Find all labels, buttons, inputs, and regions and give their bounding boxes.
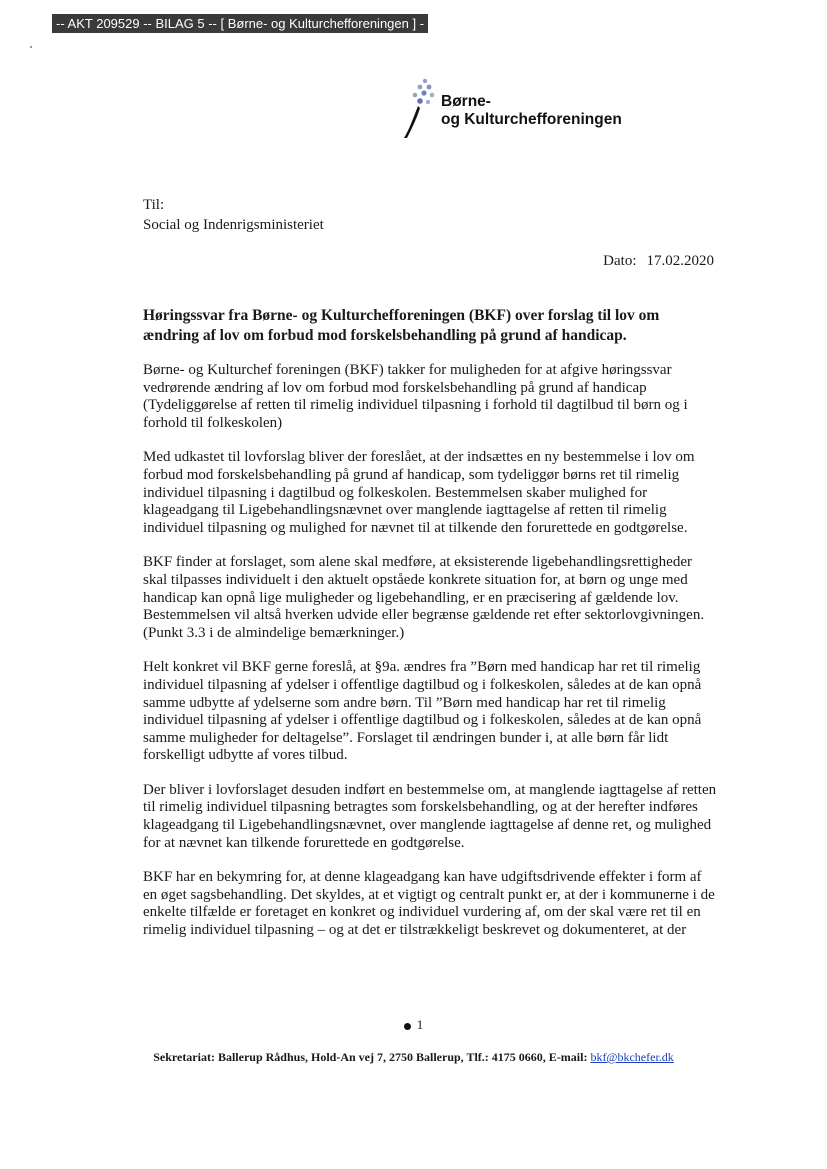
letter-title: Høringssvar fra Børne- og Kulturchefforeningen (BKF) over forslag til lov om ændring af lov om forbud mod forskelsbehandling på grund af handicap. (143, 307, 660, 344)
page-number-value: 1 (416, 1017, 424, 1032)
date-value: 17.02.2020 (646, 253, 714, 269)
document-stamp: -- AKT 209529 -- BILAG 5 -- [ Børne- og Kulturchefforeningen ] - (52, 14, 428, 33)
paragraph: Der bliver i lovforslaget desuden indført en bestemmelse om, at manglende iagttagelse af retten til rimelig individuel tilpasning betragtes som forskelsbehandling, og at der herefter indføres klageadgang til Ligebehandlingsnævnet, over manglende iagttagelse af denne ret, og mulighed for at nævnet kan tilkende forurettede en godtgørelse. (143, 781, 717, 851)
date-label: Dato: (603, 253, 637, 269)
paragraph: BKF har en bekymring for, at denne klageadgang kan have udgiftsdrivende effekter i form af en øget sagsbehandling. Det skyldes, at et vigtigt og centralt punkt er, at der i kommunerne i de enkelte tilfælde er foretaget en konkret og individuel vurdering af, om der skal være ret til en rimelig individuel tilpasning – og at det er tilstrækkeligt beskrevet og dokumenteret, at der (143, 869, 715, 939)
footer (0, 1049, 827, 1065)
recipient-block (143, 195, 324, 235)
letter-body (143, 362, 718, 957)
scan-speck (30, 46, 32, 48)
paragraph: Helt konkret vil BKF gerne foreslå, at §9a. ændres fra ”Børn med handicap har ret til rimelig individuel tilpasning af ydelser i offentlige dagtilbud og i folkeskolen, således at de kan opnå samme udbytte af ydelserne som andre børn. Til ”Børn med handicap har ret til rimelig individuel tilpasning af ydelser i offentlige dagtilbud og i folkeskolen, således at de kan opnå samme muligheder for deltagelse”. Forslaget til ændringen bunder i, at alle børn får lidt forskelligt udbytte af vores tilbud. (143, 659, 702, 764)
organization-logo (398, 76, 658, 140)
footer-address: Sekretariat: Ballerup Rådhus, Hold-An vej 7, 2750 Ballerup, Tlf.: 4175 0660, E-mail: (153, 1050, 591, 1064)
recipient-name: Social og Indenrigsministeriet (143, 217, 324, 233)
paragraph: Med udkastet til lovforslag bliver der foreslået, at der indsættes en ny bestemmelse i lov om forbud mod forskelsbehandling på grund af handicap, som tydeliggør børns ret til rimelig individuel tilpasning i dagtilbud og folkeskolen. Bestemmelsen skaber mulighed for klageadgang til Ligebehandlingsnævnet over manglende iagttagelse af retten til rimelig individuel tilpasning og mulighed for nævnet til at tilkende den forurettede en godtgørelse. (143, 449, 695, 536)
logo-line-2: og Kulturchefforeningen (441, 111, 622, 128)
recipient-label: Til: (143, 197, 165, 213)
paragraph: BKF finder at forslaget, som alene skal medføre, at eksisterende ligebehandlingsrettigheder skal tilpasses individuelt i den aktuelt opståede konkrete situation for, at børn og unge med handicap kan opnå lige muligheder og ligebehandling, er en præcisering af gældende lov. Bestemmelsen vil altså hverken udvide eller begrænse gældende ret efter sektorlovgivningen. (Punkt 3.3 i de almindelige bemærkninger.) (143, 554, 705, 641)
footer-email-link[interactable]: bkf@bkchefer.dk (590, 1050, 674, 1064)
figure-with-dots-icon (398, 76, 438, 140)
page-number (0, 1017, 827, 1033)
logo-line-1: Børne- (441, 93, 491, 110)
paragraph: Børne- og Kulturchef foreningen (BKF) takker for muligheden for at afgive høringssvar vedrørende ændring af lov om forbud mod forskelsbehandling på grund af handicap (Tydeliggørelse af retten til rimelig individuel tilpasning i forhold til dagtilbud til børn og i forhold til folkeskolen) (143, 362, 688, 431)
date-row (603, 251, 714, 271)
bullet-icon (404, 1023, 411, 1030)
